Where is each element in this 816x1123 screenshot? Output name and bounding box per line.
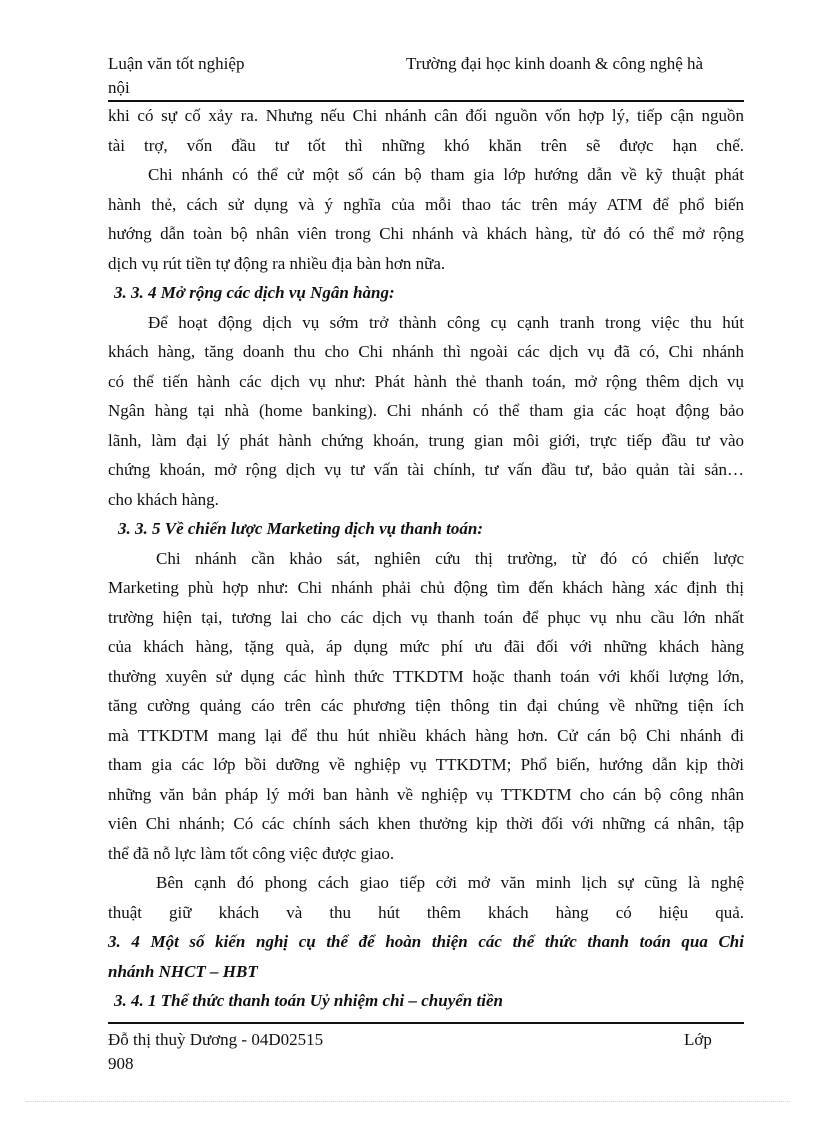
document-body [108,101,744,1016]
text-line: của khách hàng, tặng quà, áp dụng mức phí ưu đãi đối với những khách hàng [108,637,744,656]
section-heading-3-3-5: 3. 3. 5 Về chiến lược Marketing dịch vụ thanh toán: [118,519,484,538]
text-line: trường hiện tại, tương lai cho các dịch vụ thanh toán để phục vụ nhu cầu lớn nhất [108,607,744,627]
text-line: Chi nhánh cần khảo sát, nghiên cứu thị trường, từ đó có chiến lược [156,548,744,568]
section-heading-3-4-1: 3. 4. 1 Thể thức thanh toán Uỷ nhiệm chi – chuyển tiền [114,991,503,1010]
section-heading-3-3-4: 3. 3. 4 Mở rộng các dịch vụ Ngân hàng: [114,283,395,302]
paragraph-funding [108,101,744,160]
text-line: thường xuyên sử dụng các hình thức TTKDTM hoặc thanh toán với khối lượng lớn, [108,666,744,686]
text-line: tham gia các lớp bồi dưỡng về nghiệp vụ TTKDTM; Phổ biến, hướng dẫn kịp thời [108,755,744,774]
text-line: dịch vụ rút tiền tự động ra nhiều địa bàn hơn nữa. [108,253,446,273]
paragraph-atm-training [108,160,744,278]
text-line: tài trợ, vốn đầu tư tốt thì những khó khăn trên sẽ được hạn chế. [108,135,744,155]
text-line: hướng dẫn toàn bộ nhân viên trong Chi nhánh và khách hàng, từ đó có thể mở rộng [108,224,744,243]
text-line: thể đã nỗ lực làm tốt công việc được giao. [108,843,395,863]
text-line: tăng cường quảng cáo trên các phương tiện thông tin đại chúng về những tiện ích [108,696,744,715]
page-edge-divider [26,1101,790,1102]
text-line: có thể tiến hành các dịch vụ như: Phát hành thẻ thanh toán, mở rộng thêm dịch vụ [108,371,744,391]
text-line: Marketing phù hợp như: Chi nhánh phải chủ động tìm đến khách hàng xác định thị [108,578,744,597]
header-university-wrap: nội [108,78,130,97]
paragraph-marketing [108,544,744,869]
paragraph-communication [108,868,744,927]
text-line: Chi nhánh có thể cử một số cán bộ tham gia lớp hướng dẫn về kỹ thuật phát [148,165,744,184]
text-line: khách hàng, tăng doanh thu cho Chi nhánh thì ngoài các dịch vụ đã có, Chi nhánh [108,342,744,361]
text-line: Ngân hàng tại nhà (home banking). Chi nhánh có thể tham gia các hoạt động bảo [108,401,744,420]
text-line: khi có sự cố xảy ra. Nhưng nếu Chi nhánh cân đối nguồn vốn hợp lý, tiếp cận nguồn [108,106,744,125]
section-heading-3-4 [108,927,744,986]
footer-class-number: 908 [108,1054,134,1073]
text-line: viên Chi nhánh; Có các chính sách khen thưởng kịp thời đối với những cá nhân, tập [108,814,744,833]
header-university: Trường đại học kinh doanh & công nghệ hà [406,54,704,73]
text-line: cho khách hàng. [108,489,219,509]
text-line: chứng khoán, mở rộng dịch vụ tư vấn tài chính, tư vấn đầu tư, bảo quản tài sản… [108,460,744,479]
text-line: hành thẻ, cách sử dụng và ý nghĩa của mỗi thao tác trên máy ATM để phổ biến [108,194,744,214]
text-line: những văn bản pháp lý mới ban hành về nghiệp vụ TTKDTM cho cán bộ công nhân [108,784,744,804]
paragraph-banking-services [108,308,744,515]
text-line: Để hoạt động dịch vụ sớm trở thành công cụ cạnh tranh trong việc thu hút [148,312,744,332]
heading-line: nhánh NHCT – HBT [108,961,258,981]
text-line: mà TTKDTM mang lại để thu hút nhiều khách hàng hơn. Cử cán bộ Chi nhánh đi [108,725,744,745]
heading-line: 3. 4 Một số kiến nghị cụ thể để hoàn thiện các thể thức thanh toán qua Chi [108,932,744,951]
text-line: lãnh, làm đại lý phát hành chứng khoán, trung gian môi giới, trực tiếp đầu tư vào [108,430,744,450]
footer-class-label: Lớp [684,1030,712,1049]
text-line: Bên cạnh đó phong cách giao tiếp cởi mở văn minh lịch sự cũng là nghệ [156,873,744,892]
header-thesis-label: Luận văn tốt nghiệp [108,54,245,73]
text-line: thuật giữ khách và thu hút thêm khách hàng có hiệu quả. [108,902,744,922]
footer-author: Đỗ thị thuỳ Dương - 04D02515 [108,1030,324,1049]
footer-rule [108,1022,744,1024]
